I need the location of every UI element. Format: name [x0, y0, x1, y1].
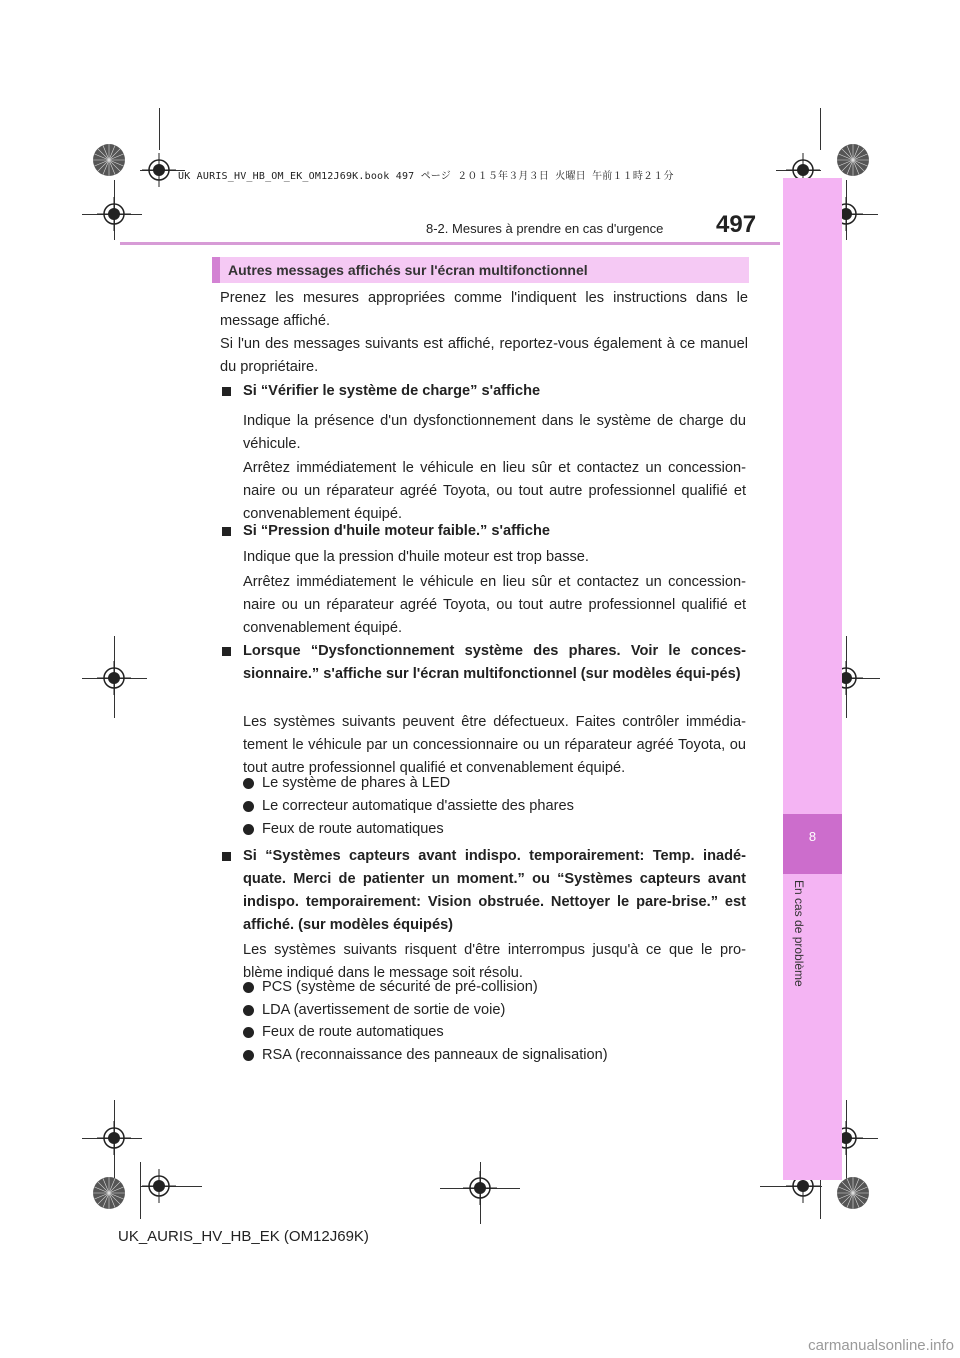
list-item: Feux de route automatiques	[243, 1021, 444, 1044]
bullet-dot-icon	[243, 824, 254, 835]
star-target-icon	[836, 1176, 870, 1210]
bullet-dot-icon	[243, 801, 254, 812]
page-number: 497	[716, 211, 757, 238]
item-heading: Si “Systèmes capteurs avant indispo. temporairement: Temp. inadé-quate. Merci de patienter un moment.” ou “Systèmes capteurs avant indispo. temporairement: Vision obstruée. Nettoyer le pare-brise.” est affiché. (sur modèles équipés)	[222, 845, 746, 937]
square-bullet-icon	[222, 387, 231, 396]
item-paragraph: Indique la présence d'un dysfonctionnement dans le système de charge du véhicule.	[243, 413, 746, 452]
list-item: Feux de route automatiques	[243, 818, 444, 841]
registration-mark-icon	[142, 1169, 176, 1203]
intro-paragraph: Prenez les mesures appropriées comme l'indiquent les instructions dans le message affiché.	[220, 290, 748, 329]
section-title: 8-2. Mesures à prendre en cas d'urgence	[426, 221, 664, 236]
item-heading: Si “Vérifier le système de charge” s'affiche	[222, 380, 746, 403]
section-banner	[212, 257, 749, 283]
chapter-tab-upper	[783, 178, 842, 814]
bullet-dot-icon	[243, 778, 254, 789]
star-target-icon	[92, 143, 126, 177]
item-paragraph: Les systèmes suivants peuvent être défectueux. Faites contrôler immédia-tement le véhicule par un concessionnaire ou un réparateur agréé Toyota, ou tout autre professionnel qualifié et convenablement équipé.	[243, 714, 746, 776]
intro-paragraph: Si l'un des messages suivants est affiché, reportez-vous également à ce manuel du propriétaire.	[220, 336, 748, 375]
bullet-dot-icon	[243, 1027, 254, 1038]
bullet-dot-icon	[243, 1005, 254, 1016]
square-bullet-icon	[222, 647, 231, 656]
section-banner-title: Autres messages affichés sur l'écran multifonctionnel	[228, 262, 588, 278]
square-bullet-icon	[222, 852, 231, 861]
bullet-dot-icon	[243, 1050, 254, 1061]
square-bullet-icon	[222, 527, 231, 536]
list-item: RSA (reconnaissance des panneaux de signalisation)	[243, 1044, 608, 1067]
header-rule	[120, 242, 780, 245]
list-item: Le système de phares à LED	[243, 772, 450, 795]
registration-mark-icon	[97, 197, 131, 231]
registration-mark-icon	[142, 153, 176, 187]
registration-mark-icon	[97, 1121, 131, 1155]
chapter-label: En cas de problème	[792, 880, 806, 987]
watermark[interactable]: carmanualsonline.info	[808, 1337, 954, 1354]
document-code: UK_AURIS_HV_HB_EK (OM12J69K)	[118, 1228, 369, 1245]
item-paragraph: Indique que la pression d'huile moteur est trop basse.	[243, 549, 589, 565]
item-paragraph: Arrêtez immédiatement le véhicule en lieu sûr et contactez un concession-naire ou un réparateur agréé Toyota, ou tout autre professionnel qualifié et convenablement équipé.	[243, 460, 746, 522]
list-item: LDA (avertissement de sortie de voie)	[243, 999, 505, 1022]
list-item: Le correcteur automatique d'assiette des phares	[243, 795, 574, 818]
item-heading: Lorsque “Dysfonctionnement système des phares. Voir le conces-sionnaire.” s'affiche sur l'écran multifonctionnel (sur modèles équi-pés)	[222, 640, 746, 686]
chapter-number: 8	[808, 829, 817, 844]
list-item: PCS (système de sécurité de pré-collision)	[243, 976, 538, 999]
book-file-stamp: UK AURIS_HV_HB_OM_EK_OM12J69K.book 497 ページ ２０１５年３月３日 火曜日 午前１１時２１分	[178, 171, 674, 182]
star-target-icon	[836, 143, 870, 177]
registration-mark-icon	[97, 661, 131, 695]
item-heading: Si “Pression d'huile moteur faible.” s'affiche	[222, 520, 746, 543]
chapter-tab-active[interactable]	[783, 814, 842, 874]
star-target-icon	[92, 1176, 126, 1210]
registration-mark-icon	[463, 1171, 497, 1205]
item-paragraph: Les systèmes suivants risquent d'être interrompus jusqu'à ce que le pro-blème indiqué dans le message soit résolu.	[243, 942, 746, 981]
item-paragraph: Arrêtez immédiatement le véhicule en lieu sûr et contactez un concession-naire ou un réparateur agréé Toyota, ou tout autre professionnel qualifié et convenablement équipé.	[243, 574, 746, 636]
bullet-dot-icon	[243, 982, 254, 993]
